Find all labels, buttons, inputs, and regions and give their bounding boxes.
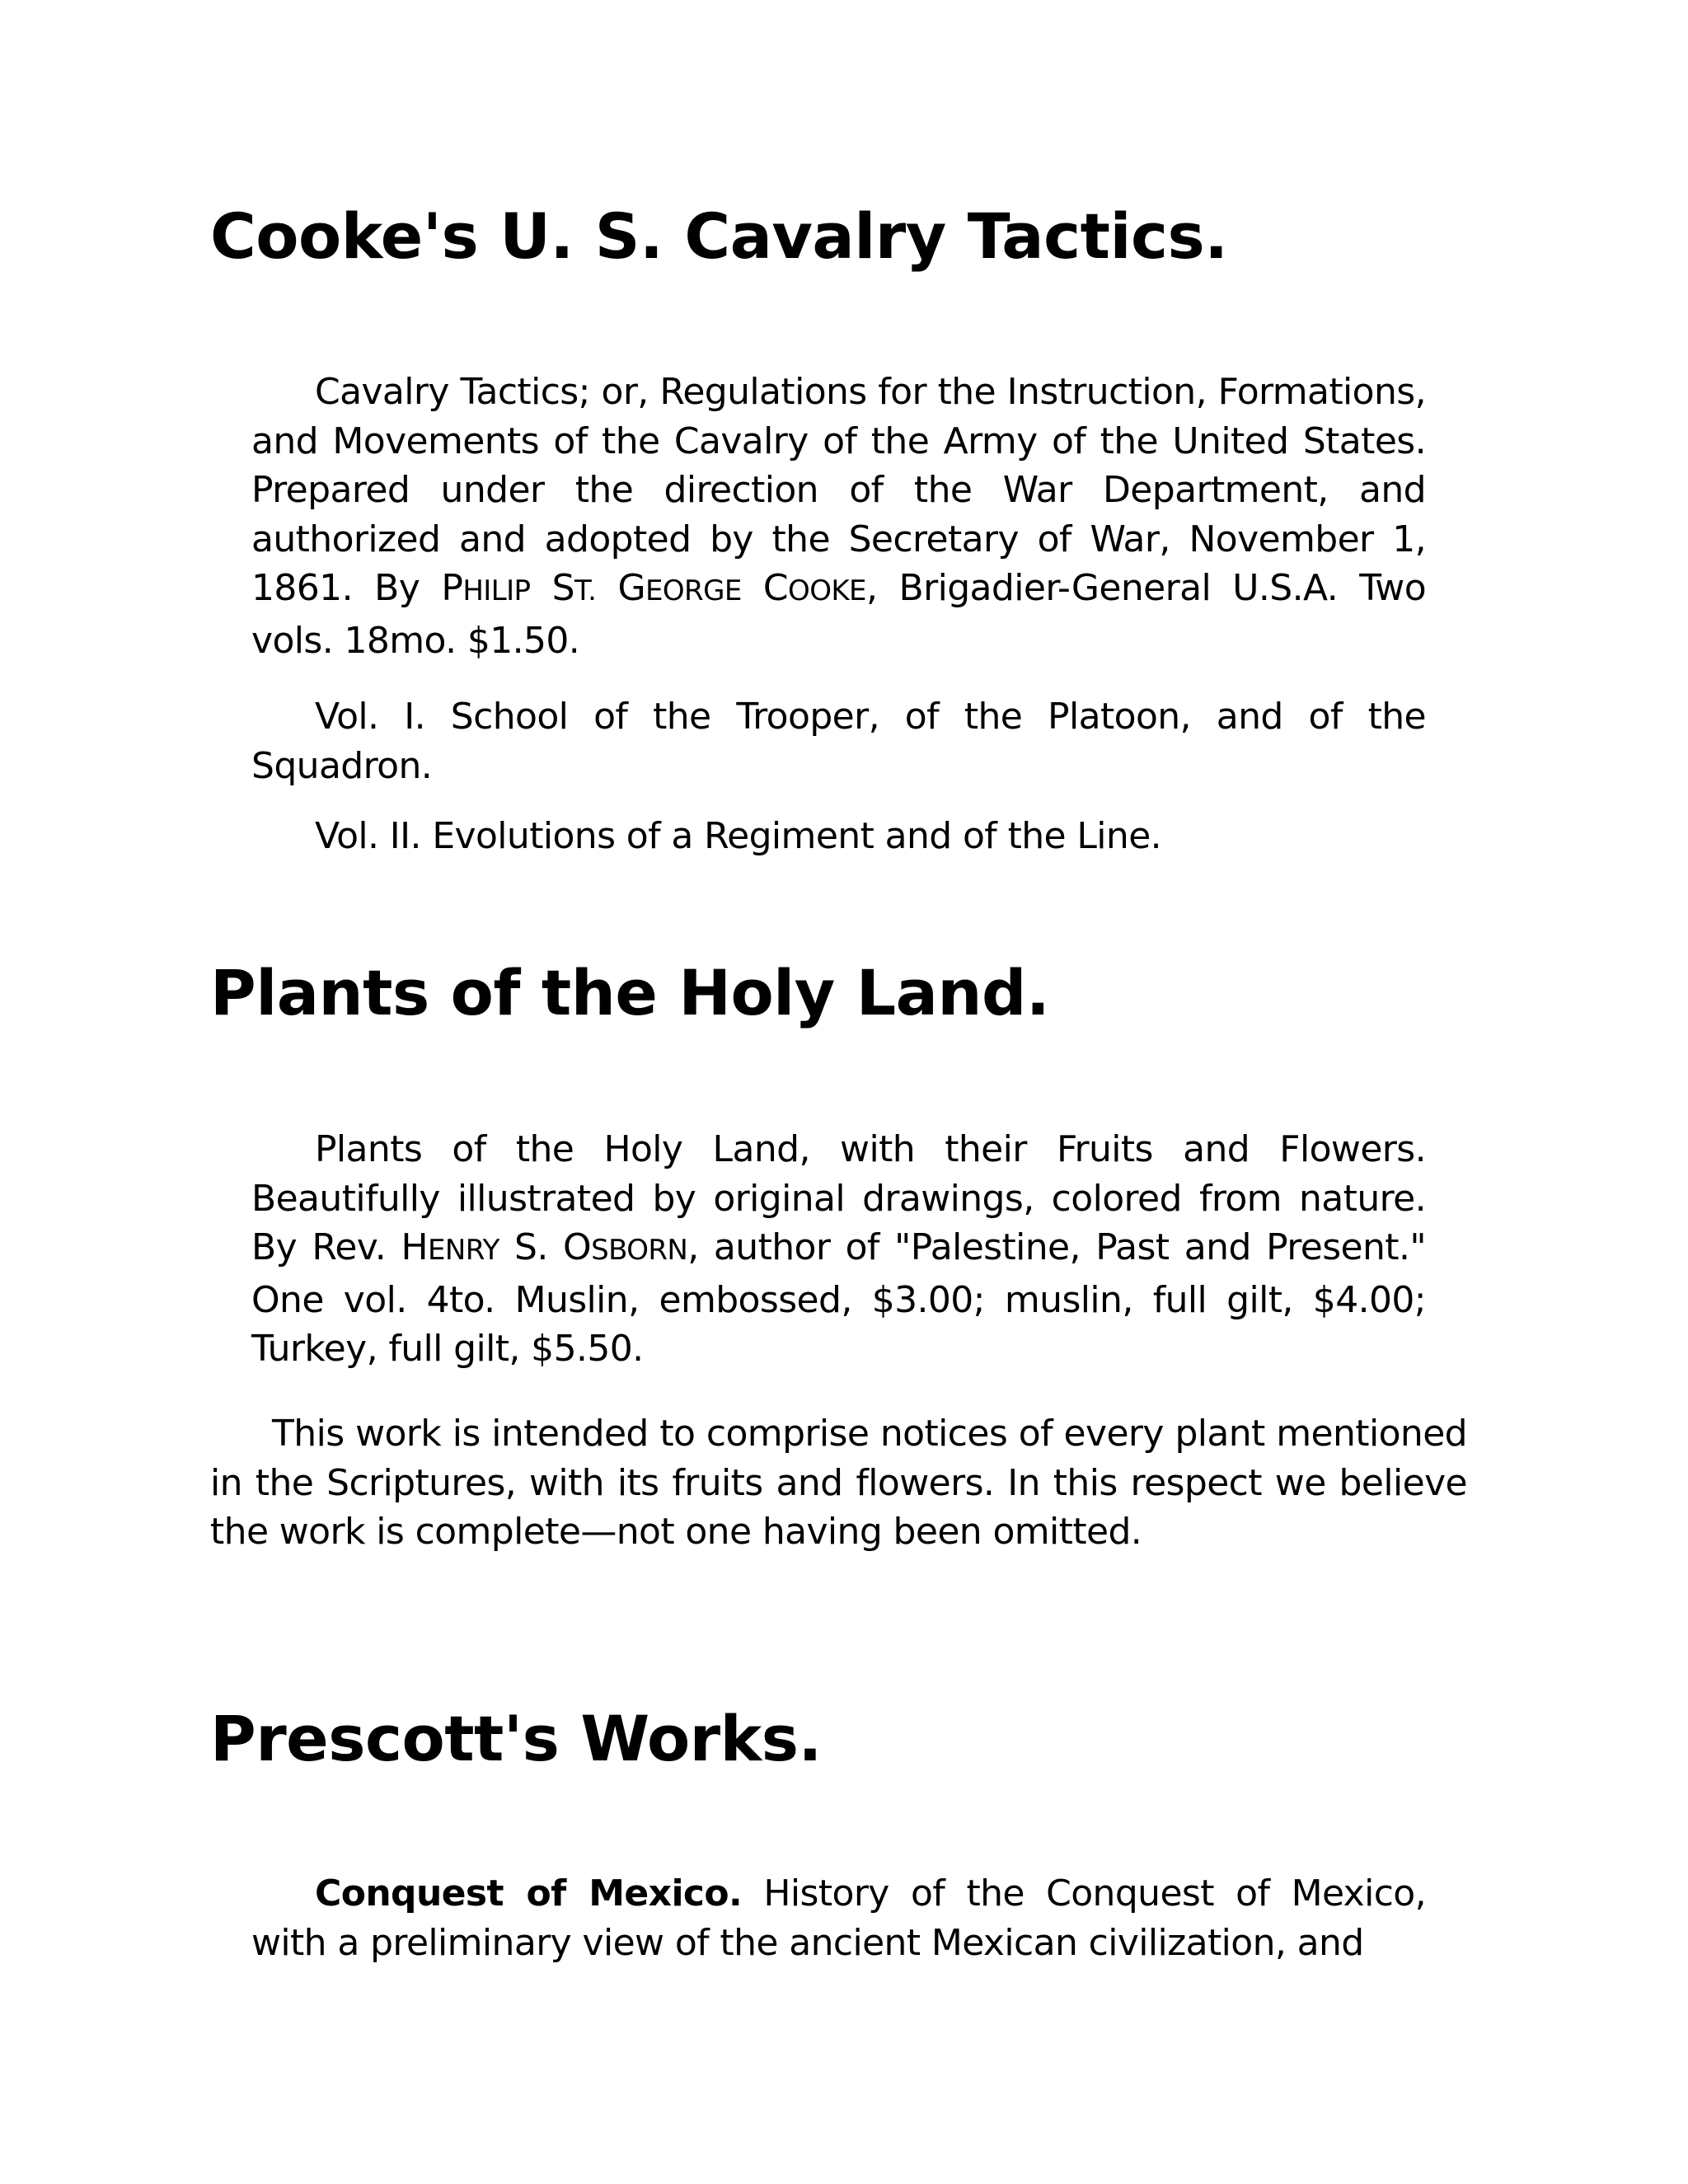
entry-plants-holy-land [251, 1125, 1426, 1374]
author-initial: H [401, 1226, 428, 1268]
author-smallcaps: EORGE [645, 574, 742, 607]
section-heading-prescotts-works: Prescott's Works. [210, 1702, 822, 1775]
volume-line: Vol. II. Evolutions of a Regiment and of the Line. [315, 815, 1162, 857]
author-smallcaps: SBORN [591, 1234, 688, 1267]
author-smallcaps: T. [574, 574, 597, 607]
entry-bold-title: Conquest of Mexico. [315, 1872, 743, 1915]
author-smallcaps: OOKE [788, 574, 866, 607]
author-smallcaps: HILIP [462, 574, 531, 607]
entry-text: , author of "Palestine, Past and Present." One vol. 4to. Muslin, embossed, $3.00; muslin, full gilt, $4.00; Turkey, full gilt, $5.50. [251, 1226, 1426, 1370]
volume-line: Vol. I. School of the Trooper, of the Platoon, and of the Squadron. [251, 696, 1426, 787]
section-heading-cavalry-tactics: Cooke's U. S. Cavalry Tactics. [210, 199, 1228, 273]
entry-text: Plants of the Holy Land, with their Fruits and Flowers. Beautifully illustrated by original drawings, colored from nature. By Rev. [251, 1128, 1426, 1268]
section-heading-plants-holy-land: Plants of the Holy Land. [210, 956, 1050, 1029]
description-paragraph: This work is intended to comprise notices of every plant mentioned in the Scriptures, with its fruits and flowers. In this respect we believe the work is complete—not one having been omitted. [210, 1413, 1467, 1553]
author-initial: S [551, 567, 574, 609]
author-initial: C [762, 567, 789, 609]
entry-text: History of the Conquest of Mexico, with a preliminary view of the ancient Mexican civilization, and [251, 1872, 1427, 1964]
entry-text: Cavalry Tactics; or, Regulations for the Instruction, Formations, and Movements of the Cavalry of the Army of the United States. Prepared under the direction of the War Department, and authorized and adopted by the Secretary of War, November 1, 1861. By [251, 371, 1426, 609]
author-initial: G [617, 567, 645, 609]
author-initial: S. [514, 1226, 548, 1268]
author-smallcaps: ENRY [428, 1234, 499, 1267]
author-initial: O [563, 1226, 592, 1268]
author-initial: P [441, 567, 463, 609]
entry-text: , Brigadier-General U.S.A. Two vols. 18mo. $1.50. [251, 567, 1427, 662]
entry-conquest-of-mexico [251, 1869, 1426, 1967]
entry-cavalry-tactics [251, 368, 1426, 665]
